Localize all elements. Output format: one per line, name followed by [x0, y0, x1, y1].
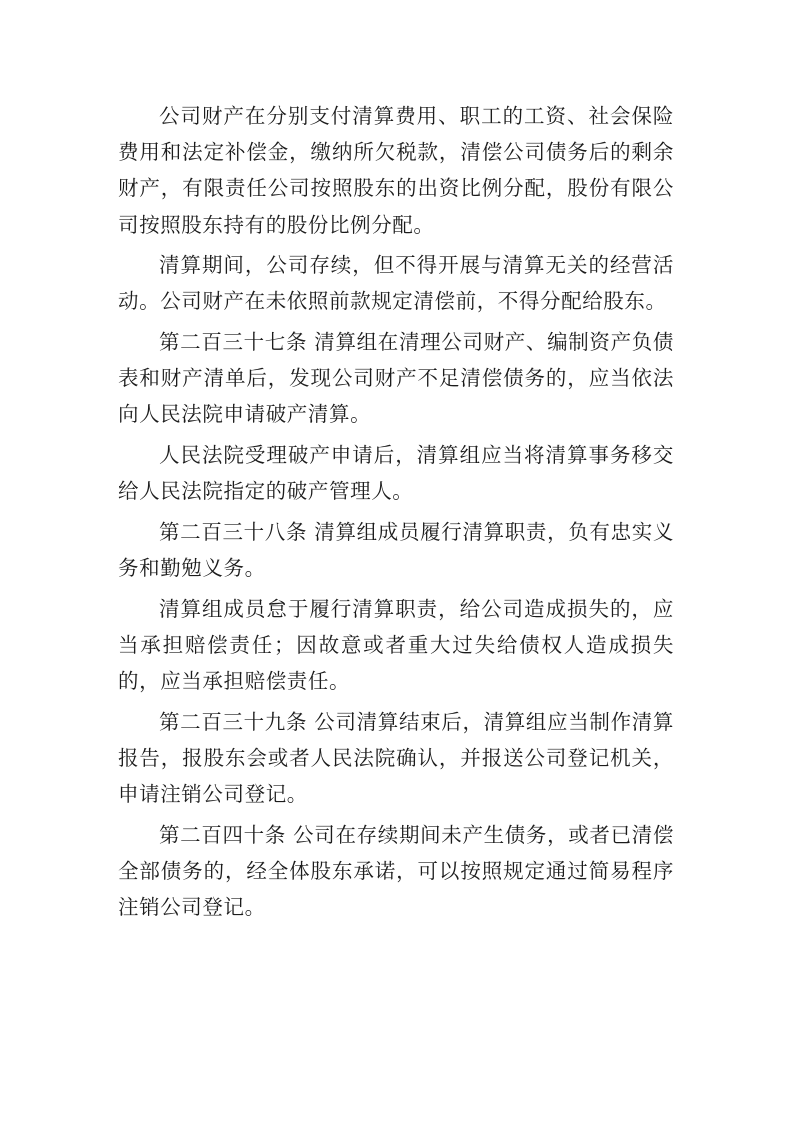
article-237-paragraph: 第二百三十七条 清算组在清理公司财产、编制资产负债表和财产清单后，发现公司财产不足清偿债务的，应当依法向人民法院申请破产清算。 — [118, 330, 674, 427]
paragraph-1: 公司财产在分别支付清算费用、职工的工资、社会保险费用和法定补偿金，缴纳所欠税款，清偿公司债务后的剩余财产，有限责任公司按照股东的出资比例分配，股份有限公司按照股东持有的股份比例分配。 — [118, 104, 674, 237]
document-body — [118, 98, 674, 930]
article-238-paragraph: 第二百三十八条 清算组成员履行清算职责，负有忠实义务和勤勉义务。 — [118, 519, 674, 580]
paragraph-4: 人民法院受理破产申请后，清算组应当将清算事务移交给人民法院指定的破产管理人。 — [118, 443, 674, 504]
article-240-paragraph: 第二百四十条 公司在存续期间未产生债务，或者已清偿全部债务的，经全体股东承诺，可以按照规定通过简易程序注销公司登记。 — [118, 822, 674, 919]
article-239-paragraph: 第二百三十九条 公司清算结束后，清算组应当制作清算报告，报股东会或者人民法院确认，并报送公司登记机关，申请注销公司登记。 — [118, 709, 674, 806]
paragraph-2: 清算期间，公司存续，但不得开展与清算无关的经营活动。公司财产在未依照前款规定清偿前，不得分配给股东。 — [118, 253, 674, 314]
paragraph-6: 清算组成员怠于履行清算职责，给公司造成损失的，应当承担赔偿责任；因故意或者重大过失给债权人造成损失的，应当承担赔偿责任。 — [118, 596, 674, 693]
